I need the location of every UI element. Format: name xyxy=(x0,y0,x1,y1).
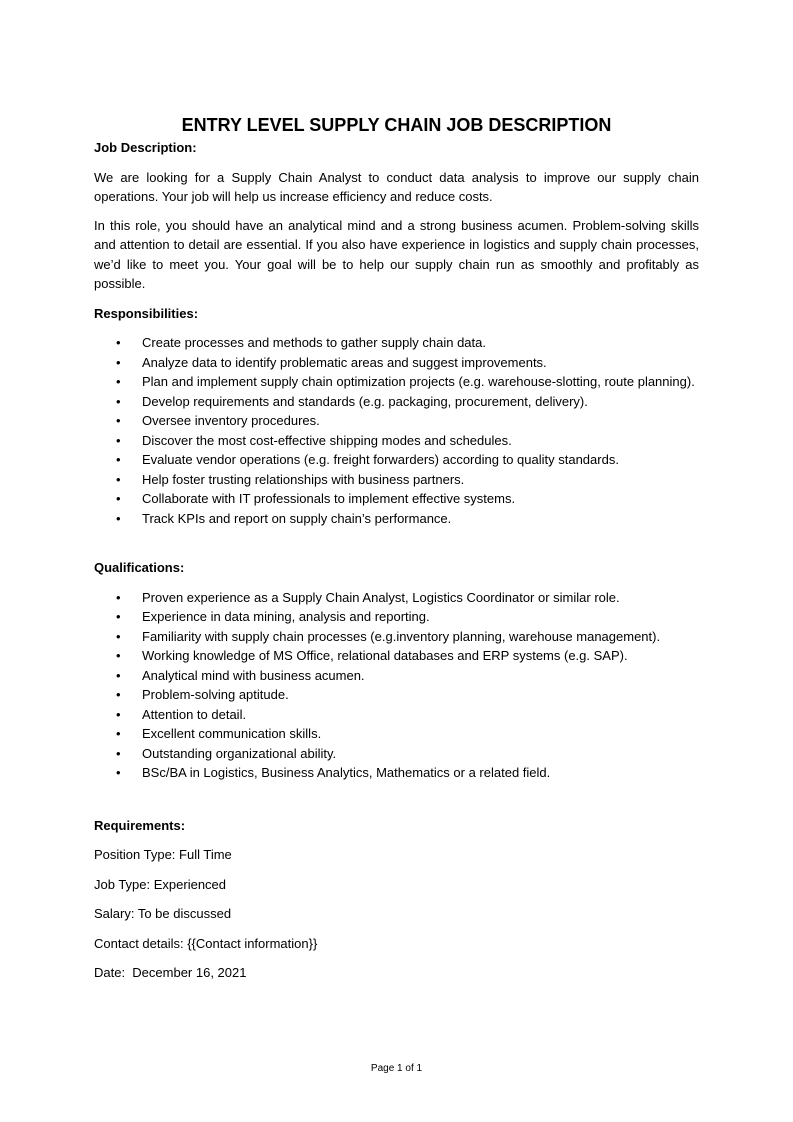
bullet-marker: • xyxy=(116,706,121,722)
list-item-text: Discover the most cost-effective shipping modes and schedules. xyxy=(142,432,512,448)
bullet-marker: • xyxy=(116,589,121,605)
list-item-text: Track KPIs and report on supply chain’s performance. xyxy=(142,510,452,526)
list-item-text: Evaluate vendor operations (e.g. freight forwarders) according to quality standards. xyxy=(142,452,619,467)
list-item xyxy=(94,470,699,490)
bullet-marker: • xyxy=(116,491,121,506)
list-item xyxy=(94,685,699,705)
list-item xyxy=(94,489,699,509)
list-item xyxy=(94,372,699,392)
list-item xyxy=(94,744,699,764)
list-item-text: Excellent communication skills. xyxy=(142,726,322,741)
bullet-marker: • xyxy=(116,413,121,428)
job-description-paragraph-1: We are looking for a Supply Chain Analyst to conduct data analysis to improve our supply chain operations. Your job will help us increase efficiency and reduce costs. xyxy=(94,169,699,204)
qualifications-list xyxy=(94,588,699,783)
list-item-text: Oversee inventory procedures. xyxy=(142,413,320,428)
bullet-marker: • xyxy=(116,374,121,389)
bullet-marker: • xyxy=(116,432,121,448)
list-item-text: Develop requirements and standards (e.g. packaging, procurement, delivery). xyxy=(142,393,588,409)
list-item-text: Collaborate with IT professionals to implement effective systems. xyxy=(142,491,516,506)
list-item xyxy=(94,627,699,647)
job-description-heading: Job Description: xyxy=(94,140,197,155)
bullet-marker: • xyxy=(116,452,121,467)
list-item-text: Outstanding organizational ability. xyxy=(142,745,337,761)
salary: Salary: To be discussed xyxy=(94,906,232,921)
requirements-heading: Requirements: xyxy=(94,817,186,833)
list-item-text: Familiarity with supply chain processes (e.g.inventory planning, warehouse management). xyxy=(142,628,661,644)
bullet-marker: • xyxy=(116,687,121,702)
position-type: Position Type: Full Time xyxy=(94,847,232,862)
list-item xyxy=(94,353,699,373)
document-title: ENTRY LEVEL SUPPLY CHAIN JOB DESCRIPTION xyxy=(181,115,612,135)
date: Date: December 16, 2021 xyxy=(94,965,247,980)
page-footer: Page 1 of 1 xyxy=(370,1063,423,1074)
bullet-marker: • xyxy=(116,745,121,761)
list-item xyxy=(94,646,699,666)
list-item-text: Attention to detail. xyxy=(142,706,247,722)
list-item-text: Create processes and methods to gather supply chain data. xyxy=(142,335,486,350)
job-type: Job Type: Experienced xyxy=(94,876,227,892)
bullet-marker: • xyxy=(116,335,121,350)
responsibilities-list xyxy=(94,333,699,528)
list-item xyxy=(94,509,699,529)
contact-details: Contact details: {{Contact information}} xyxy=(94,935,318,951)
list-item-text: Problem-solving aptitude. xyxy=(142,687,289,702)
list-item xyxy=(94,411,699,431)
document-body xyxy=(94,138,699,983)
bullet-marker: • xyxy=(116,510,121,526)
list-item xyxy=(94,450,699,470)
list-item-text: Analytical mind with business acumen. xyxy=(142,667,365,683)
list-item xyxy=(94,431,699,451)
list-item xyxy=(94,607,699,627)
list-item xyxy=(94,588,699,608)
list-item xyxy=(94,705,699,725)
list-item-text: Working knowledge of MS Office, relational databases and ERP systems (e.g. SAP). xyxy=(142,648,628,663)
bullet-marker: • xyxy=(116,726,121,741)
bullet-marker: • xyxy=(116,667,121,683)
list-item-text: Experience in data mining, analysis and reporting. xyxy=(142,609,430,624)
bullet-marker: • xyxy=(116,609,121,624)
list-item xyxy=(94,333,699,353)
list-item-text: Help foster trusting relationships with business partners. xyxy=(142,471,465,487)
bullet-marker: • xyxy=(116,648,121,663)
job-description-paragraph-2: In this role, you should have an analytical mind and a strong business acumen. Problem-solving skills and attention to detail are essential. If you also have experience in logistics and supply chain processes, we’d like to meet you. Your goal will be to help our supply chain run as smoothly and profitably as possible. xyxy=(94,217,699,291)
list-item xyxy=(94,763,699,783)
list-item-text: Proven experience as a Supply Chain Analyst, Logistics Coordinator or similar role. xyxy=(142,589,620,605)
bullet-marker: • xyxy=(116,471,121,487)
bullet-marker: • xyxy=(116,393,121,409)
bullet-marker: • xyxy=(116,628,121,644)
list-item-text: Plan and implement supply chain optimization projects (e.g. warehouse-slotting, route planning). xyxy=(142,374,695,389)
bullet-marker: • xyxy=(116,765,121,780)
list-item xyxy=(94,392,699,412)
responsibilities-heading: Responsibilities: xyxy=(94,305,199,321)
list-item xyxy=(94,666,699,686)
qualifications-heading: Qualifications: xyxy=(94,560,185,575)
list-item xyxy=(94,724,699,744)
list-item-text: BSc/BA in Logistics, Business Analytics, Mathematics or a related field. xyxy=(142,765,551,780)
bullet-marker: • xyxy=(116,354,121,370)
list-item-text: Analyze data to identify problematic areas and suggest improvements. xyxy=(142,354,547,370)
